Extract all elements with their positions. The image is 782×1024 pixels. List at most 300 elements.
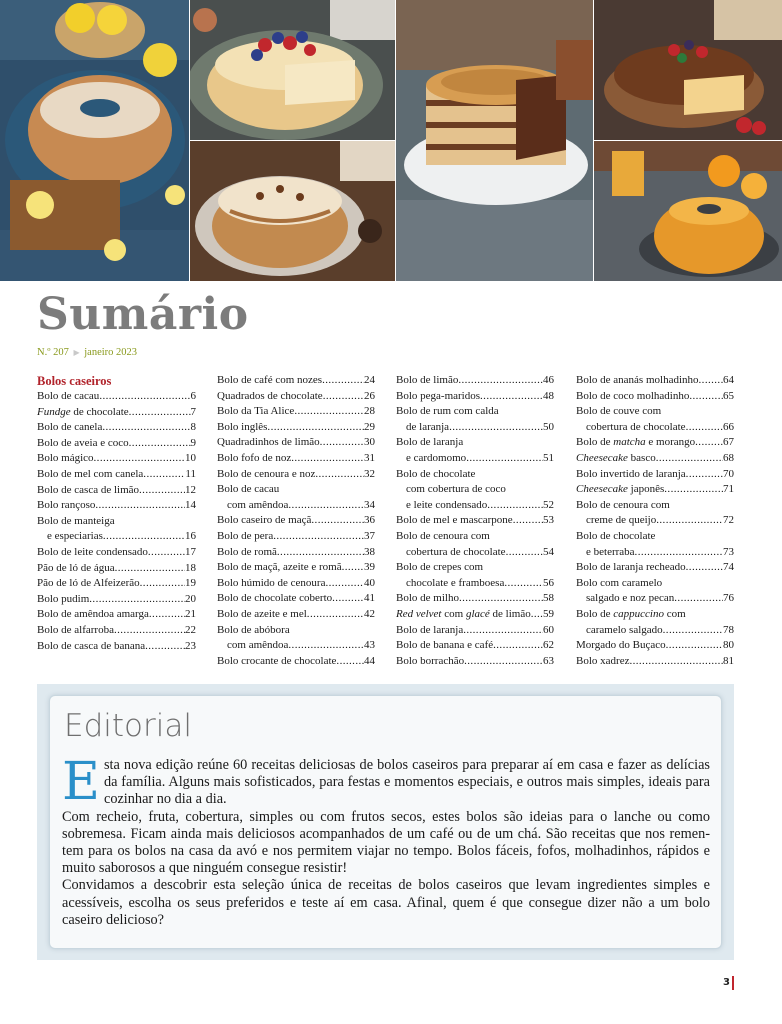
toc-leader-dots — [291, 451, 364, 467]
toc-entry-line — [37, 436, 196, 452]
toc-entry-line — [37, 639, 196, 655]
toc-page-number: 81 — [723, 654, 734, 667]
photo-pecan-caramel-cake — [190, 141, 395, 281]
toc-leader-dots — [686, 467, 723, 483]
toc-entry[interactable] — [576, 638, 734, 654]
toc-entry-title: Bolo de rum com calda — [396, 405, 499, 418]
toc-entry[interactable] — [37, 545, 196, 561]
toc-leader-dots — [504, 576, 543, 592]
toc-entry-title: Bolo de romã — [217, 545, 277, 558]
toc-entry[interactable] — [217, 545, 375, 561]
toc-entry[interactable] — [576, 404, 734, 435]
toc-entry[interactable] — [37, 514, 196, 545]
toc-entry[interactable] — [217, 420, 375, 436]
toc-entry[interactable] — [576, 451, 734, 467]
toc-leader-dots — [145, 639, 185, 655]
toc-page-number: 60 — [543, 623, 554, 636]
toc-entry-title: Bolo de aveia e coco — [37, 436, 129, 449]
toc-leader-dots — [103, 529, 185, 545]
toc-leader-dots — [493, 638, 543, 654]
toc-entry[interactable] — [576, 576, 734, 607]
toc-entry-title: Pão de ló de Alfeizerão — [37, 577, 140, 590]
toc-entry-line — [37, 529, 196, 545]
toc-leader-dots — [664, 482, 723, 498]
toc-entry[interactable] — [37, 467, 196, 483]
toc-entry-line — [576, 420, 734, 436]
toc-page-number: 62 — [543, 639, 554, 652]
toc-entry-line — [217, 545, 375, 561]
toc-page-number: 67 — [723, 436, 734, 449]
toc-entry-line — [37, 498, 196, 514]
toc-entry[interactable] — [576, 607, 734, 638]
toc-leader-dots — [663, 623, 723, 639]
toc-entry[interactable] — [37, 436, 196, 452]
toc-entry[interactable] — [37, 483, 196, 499]
toc-leader-dots — [129, 405, 191, 421]
toc-entry-line — [576, 482, 734, 498]
toc-entry-title: Bolo de maçã, azeite e romã — [217, 561, 342, 574]
toc-entry-title: Bolo de chocolate coberto — [217, 592, 333, 605]
toc-leader-dots — [114, 623, 185, 639]
toc-entry[interactable] — [576, 467, 734, 483]
toc-leader-dots — [115, 561, 185, 577]
toc-entry-line — [217, 513, 375, 529]
toc-page-number: 59 — [543, 607, 554, 620]
toc-entry-line — [217, 576, 375, 592]
toc-entry-title: com amêndoa — [227, 498, 289, 511]
toc-page-number: 17 — [185, 545, 196, 558]
toc-page-number: 23 — [185, 639, 196, 652]
toc-entry-title-italic: Fundge — [37, 405, 71, 418]
toc-entry[interactable] — [396, 607, 554, 623]
toc-entry-line — [217, 623, 375, 639]
toc-page-number: 50 — [543, 420, 554, 433]
toc-entry-line — [576, 435, 734, 451]
toc-page-number: 8 — [190, 421, 196, 434]
toc-entry-title: Bolo de casca de limão — [37, 483, 140, 496]
toc-entry[interactable] — [37, 592, 196, 608]
editorial-paragraph: Convidamos a descobrir esta seleção única de receitas de bolos caseiros que levam ingredientes simples e acessíveis, escolha os seus preferidos e teste aí em casa. Afinal, quem é que consegue dizer não a um bolo caseiro delicioso? — [62, 877, 710, 928]
toc-page-number: 40 — [364, 576, 375, 589]
toc-leader-dots — [686, 420, 723, 436]
toc-entry-title: Bolo rançoso — [37, 499, 96, 512]
toc-entry[interactable] — [396, 389, 554, 405]
toc-entry[interactable] — [37, 607, 196, 623]
toc-entry-title: Bolo de banana e café — [396, 639, 494, 652]
toc-entry-title: Bolo de ananás molhadinho — [576, 374, 699, 386]
photo-basque-cheesecake — [594, 0, 782, 140]
toc-page-number: 73 — [723, 545, 734, 558]
toc-leader-dots — [323, 389, 364, 405]
toc-entry-title: Bolo de manteiga — [37, 514, 115, 527]
toc-leader-dots — [95, 498, 185, 514]
toc-entry-title: Bolo de casca de banana — [37, 639, 146, 652]
toc-entry-line — [396, 638, 554, 654]
toc-entry[interactable] — [576, 560, 734, 576]
toc-entry-title: Bolo de amêndoa amarga — [37, 608, 149, 621]
toc-entry-line — [217, 654, 375, 670]
toc-leader-dots — [273, 529, 364, 545]
toc-entry-line — [37, 545, 196, 561]
toc-entry-line — [396, 654, 554, 670]
toc-leader-dots — [94, 451, 185, 467]
toc-entry-title — [576, 482, 664, 498]
toc-page-number: 71 — [723, 483, 734, 496]
toc-entry-line — [37, 576, 196, 592]
toc-entry-line — [217, 435, 375, 451]
toc-entry[interactable] — [217, 467, 375, 483]
toc-leader-dots — [699, 373, 723, 389]
page-number: 3 — [723, 977, 730, 988]
toc-entry-title: Bolo de chocolate — [576, 529, 656, 542]
toc-entry-line — [576, 373, 734, 389]
toc-leader-dots — [336, 654, 364, 670]
toc-page-number: 42 — [364, 607, 375, 620]
editorial-panel — [49, 695, 722, 949]
toc-entry[interactable] — [217, 389, 375, 405]
toc-entry[interactable] — [217, 607, 375, 623]
toc-page-number: 76 — [723, 592, 734, 605]
toc-leader-dots — [332, 591, 364, 607]
toc-entry-title: e especiarias — [47, 530, 103, 543]
photo-lemon-bundt-cake — [0, 0, 189, 281]
toc-entry-line — [217, 373, 375, 389]
toc-page-number: 70 — [723, 467, 734, 480]
toc-entry-title-text: de limão — [489, 607, 531, 620]
toc-page-number: 32 — [364, 467, 375, 480]
toc-entry[interactable] — [217, 373, 375, 389]
toc-page-number: 72 — [723, 514, 734, 527]
toc-entry-line — [396, 545, 554, 561]
photo-orange-bundt-cake — [594, 141, 782, 281]
toc-page-number: 37 — [364, 529, 375, 542]
toc-page-number: 43 — [364, 639, 375, 652]
toc-page-number: 64 — [723, 374, 734, 386]
toc-page-number: 66 — [723, 420, 734, 433]
toc-entry[interactable] — [396, 467, 554, 514]
toc-column-1 — [37, 373, 196, 654]
toc-entry-line — [576, 513, 734, 529]
toc-entry[interactable] — [396, 638, 554, 654]
toc-entry-title: Bolo de cenoura e noz — [217, 467, 316, 480]
editorial-paragraph-1-text: sta nova edição reúne 60 receitas deliciosas de bolos caseiros para preparar aí em casa e fazer as delícias da família. Alguns mais sofisticados, para festas e momentos especiais, e outros mais simples, ideais para cozinhar no dia a dia. — [103, 757, 710, 808]
toc-entry-title: Bolo de milho — [396, 592, 459, 605]
toc-leader-dots — [143, 467, 185, 483]
toc-entry-title: Bolo de mel e mascarpone — [396, 514, 513, 527]
toc-entry[interactable] — [217, 451, 375, 467]
toc-entry[interactable] — [396, 654, 554, 670]
toc-entry-line — [37, 607, 196, 623]
toc-entry[interactable] — [217, 654, 375, 670]
toc-entry-title: Bolo crocante de chocolate — [217, 654, 337, 667]
toc-entry-title-italic: Red velvet — [396, 607, 442, 620]
toc-entry-title: Bolo de leite condensado — [37, 545, 148, 558]
toc-entry-line — [396, 560, 554, 576]
toc-leader-dots — [629, 654, 723, 670]
toc-entry-line — [396, 389, 554, 405]
toc-entry[interactable] — [217, 482, 375, 513]
toc-page-number: 21 — [185, 608, 196, 621]
toc-entry-title-italic: glacé — [465, 607, 490, 620]
toc-entry[interactable] — [396, 591, 554, 607]
toc-entry-title — [576, 451, 656, 467]
toc-entry[interactable] — [576, 654, 734, 670]
folio-accent-bar — [732, 976, 734, 990]
toc-entry-title: Bolo fofo de noz — [217, 451, 292, 464]
toc-page-number: 65 — [723, 389, 734, 402]
toc-leader-dots — [487, 498, 543, 514]
toc-entry-line — [576, 389, 734, 405]
toc-entry-line — [37, 623, 196, 639]
toc-entry-title: Bolo inglês — [217, 420, 268, 433]
toc-entry[interactable] — [396, 560, 554, 591]
toc-leader-dots — [315, 467, 364, 483]
toc-entry-line — [217, 638, 375, 654]
toc-entry-title: Bolo de pera — [217, 529, 274, 542]
toc-entry[interactable] — [396, 435, 554, 466]
toc-entry-title-italic: cappuccino — [613, 607, 664, 620]
toc-entry[interactable] — [217, 529, 375, 545]
page-title: Sumário — [37, 289, 249, 340]
toc-entry-title: Quadradinhos de limão — [217, 436, 320, 449]
toc-entry-line — [396, 420, 554, 436]
toc-entry[interactable] — [37, 576, 196, 592]
toc-entry[interactable] — [37, 451, 196, 467]
toc-page-number: 11 — [185, 467, 196, 480]
toc-page-number: 16 — [185, 530, 196, 543]
toc-entry-title: Bolo mágico — [37, 452, 94, 465]
toc-entry[interactable] — [396, 513, 554, 529]
toc-entry-title: Bolo borrachão — [396, 654, 465, 667]
toc-page-number: 38 — [364, 545, 375, 558]
toc-entry[interactable] — [396, 373, 554, 389]
editorial-body — [62, 752, 710, 929]
toc-entry-title-text: Bolo de — [576, 436, 614, 449]
toc-entry[interactable] — [576, 498, 734, 529]
toc-entry-line — [217, 607, 375, 623]
toc-entry[interactable] — [217, 560, 375, 576]
toc-entry-title: cobertura de chocolate — [586, 420, 686, 433]
toc-entry-title — [576, 607, 686, 623]
toc-entry-title: Bolo de laranja — [396, 436, 464, 449]
toc-entry[interactable] — [217, 623, 375, 654]
toc-page-number: 53 — [543, 514, 554, 527]
toc-entry-title: Bolo de canela — [37, 421, 103, 434]
toc-entry-title: Bolo de café com nozes — [217, 374, 323, 386]
toc-entry-title: Bolo de alfarroba — [37, 623, 114, 636]
toc-entry[interactable] — [217, 576, 375, 592]
toc-entry[interactable] — [396, 623, 554, 639]
toc-entry[interactable] — [37, 639, 196, 655]
toc-page-number: 7 — [190, 405, 196, 418]
toc-leader-dots — [99, 389, 190, 405]
toc-entry-line — [37, 561, 196, 577]
toc-entry-title-italic: Cheesecake — [576, 483, 628, 496]
toc-entry-line — [217, 482, 375, 498]
toc-entry[interactable] — [37, 498, 196, 514]
toc-entry-title-text: japonês — [627, 483, 665, 496]
toc-leader-dots — [288, 638, 364, 654]
toc-entry-title — [396, 607, 531, 623]
toc-entry-line — [217, 451, 375, 467]
toc-leader-dots — [140, 576, 185, 592]
toc-entry[interactable] — [576, 435, 734, 451]
toc-page-number: 26 — [364, 389, 375, 402]
toc-entry-title: Morgado do Buçaco — [576, 639, 666, 652]
toc-entry-title: Bolo de abóbora — [217, 623, 290, 636]
toc-page-number: 44 — [364, 654, 375, 667]
toc-page-number: 30 — [364, 436, 375, 449]
toc-page-number: 20 — [185, 592, 196, 605]
toc-page-number: 10 — [185, 452, 196, 465]
toc-leader-dots — [322, 373, 364, 389]
toc-entry-line — [396, 404, 554, 420]
toc-entry-line — [576, 607, 734, 623]
toc-entry-line — [396, 576, 554, 592]
toc-entry-line — [217, 591, 375, 607]
toc-entry-line — [217, 404, 375, 420]
toc-entry-title: Bolo da Tia Alice — [217, 405, 295, 418]
toc-page-number: 9 — [190, 436, 196, 449]
toc-entry[interactable] — [37, 561, 196, 577]
triangle-separator-icon: ▶ — [73, 348, 80, 357]
toc-leader-dots — [320, 435, 364, 451]
toc-entry[interactable] — [217, 513, 375, 529]
toc-page-number: 68 — [723, 451, 734, 464]
toc-entry-title-italic: Cheesecake — [576, 451, 628, 464]
toc-entry-line — [576, 467, 734, 483]
toc-leader-dots — [686, 560, 723, 576]
toc-entry-title-text: com — [663, 607, 686, 620]
toc-entry-title: cobertura de chocolate — [406, 545, 506, 558]
toc-entry-title: Bolo de mel com canela — [37, 467, 144, 480]
toc-leader-dots — [506, 545, 543, 561]
toc-page-number: 34 — [364, 498, 375, 511]
toc-entry[interactable] — [576, 389, 734, 405]
toc-leader-dots — [466, 451, 543, 467]
toc-page-number: 29 — [364, 420, 375, 433]
toc-entry-line — [217, 560, 375, 576]
toc-entry-title: Bolo de laranja — [396, 623, 464, 636]
toc-entry-title: Bolo de laranja recheado — [576, 561, 686, 574]
toc-entry-line — [576, 638, 734, 654]
toc-leader-dots — [656, 513, 723, 529]
editorial-paragraph: Com recheio, fruta, cobertura, simples ou com frutos secos, estes bolos são ideias para o lanche ou como sobremesa. Ficam ainda mais deliciosos acompanhados de um café ou de um chá. São receitas que nos rementem para os bolos na casa da avó e nos permitem viajar no tempo. Bolos fáceis, fofos, molhadinhos, rápidos e muito saborosos a que ninguém consegue resistir! — [62, 808, 710, 877]
toc-entry-title: Bolo de crepes com — [396, 561, 484, 574]
toc-entry-title: Bolo pega-maridos — [396, 389, 481, 402]
toc-entry-title: Bolo húmido de cenoura — [217, 576, 326, 589]
toc-leader-dots — [311, 513, 364, 529]
toc-entry-title: Bolo de cacau — [37, 390, 100, 402]
toc-entry-title: chocolate e framboesa — [406, 576, 505, 589]
toc-entry-line — [576, 498, 734, 514]
toc-leader-dots — [695, 435, 723, 451]
toc-entry-title: Bolo de cenoura com — [396, 529, 490, 542]
toc-page-number: 31 — [364, 451, 375, 464]
toc-entry[interactable] — [576, 529, 734, 560]
toc-page-number: 54 — [543, 545, 554, 558]
toc-entry-line — [396, 513, 554, 529]
toc-entry-line — [37, 405, 196, 421]
toc-entry-line — [217, 498, 375, 514]
toc-entry-line — [396, 451, 554, 467]
toc-leader-dots — [458, 373, 543, 389]
toc-entry-line — [37, 451, 196, 467]
toc-entry[interactable] — [396, 404, 554, 435]
toc-entry[interactable] — [37, 405, 196, 421]
toc-page-number: 74 — [723, 561, 734, 574]
toc-entry-title — [576, 435, 695, 451]
toc-entry-line — [576, 545, 734, 561]
toc-page-number: 19 — [185, 577, 196, 590]
toc-entry-title-text: e morango — [645, 436, 696, 449]
toc-entry-line — [576, 451, 734, 467]
toc-entry-line — [37, 420, 196, 436]
photo-layered-caramel-cake — [396, 0, 593, 281]
toc-page-number: 78 — [723, 623, 734, 636]
toc-entry-title: Bolo de coco molhadinho — [576, 389, 690, 402]
toc-entry-line — [37, 389, 196, 405]
toc-entry-line — [396, 591, 554, 607]
toc-entry[interactable] — [217, 435, 375, 451]
toc-leader-dots — [267, 420, 364, 436]
toc-leader-dots — [635, 545, 723, 561]
toc-entry-title: Bolo de chocolate — [396, 467, 476, 480]
toc-page-number: 51 — [543, 451, 554, 464]
toc-page-number: 41 — [364, 592, 375, 605]
toc-leader-dots — [277, 545, 364, 561]
toc-entry-line — [576, 404, 734, 420]
toc-entry[interactable] — [37, 389, 196, 405]
toc-entry[interactable] — [37, 623, 196, 639]
toc-entry-title: Bolo caseiro de maçã — [217, 514, 312, 527]
toc-entry-line — [396, 373, 554, 389]
toc-entry-title: Bolo invertido de laranja — [576, 467, 686, 480]
editorial-box — [37, 684, 734, 960]
toc-entry-line — [396, 529, 554, 545]
toc-leader-dots — [288, 498, 364, 514]
toc-leader-dots — [513, 513, 543, 529]
toc-leader-dots — [294, 404, 364, 420]
toc-entry-title-italic: matcha — [613, 436, 646, 449]
toc-entry-title: e cardomomo — [406, 451, 467, 464]
toc-entry[interactable] — [37, 420, 196, 436]
toc-entry-title: com amêndoa — [227, 639, 289, 652]
toc-entry-line — [576, 576, 734, 592]
toc-entry[interactable] — [396, 529, 554, 560]
toc-entry-title: e leite condensado — [406, 498, 488, 511]
toc-entry-line — [217, 467, 375, 483]
toc-leader-dots — [463, 623, 543, 639]
editorial-paragraph — [62, 752, 710, 812]
toc-entry[interactable] — [576, 482, 734, 498]
toc-leader-dots — [102, 420, 190, 436]
toc-entry[interactable] — [576, 373, 734, 389]
toc-page-number: 39 — [364, 561, 375, 574]
toc-entry-title: de laranja — [406, 420, 450, 433]
toc-entry-title-text: de chocolate — [70, 405, 129, 418]
toc-entry[interactable] — [217, 404, 375, 420]
toc-entry-line — [37, 592, 196, 608]
toc-entry[interactable] — [217, 591, 375, 607]
toc-leader-dots — [531, 607, 543, 623]
toc-leader-dots — [656, 451, 723, 467]
toc-entry-line — [396, 482, 554, 498]
toc-leader-dots — [148, 545, 185, 561]
toc-page-number: 22 — [185, 623, 196, 636]
toc-page-number: 46 — [543, 374, 554, 386]
photo-berry-cheesecake — [190, 0, 395, 140]
